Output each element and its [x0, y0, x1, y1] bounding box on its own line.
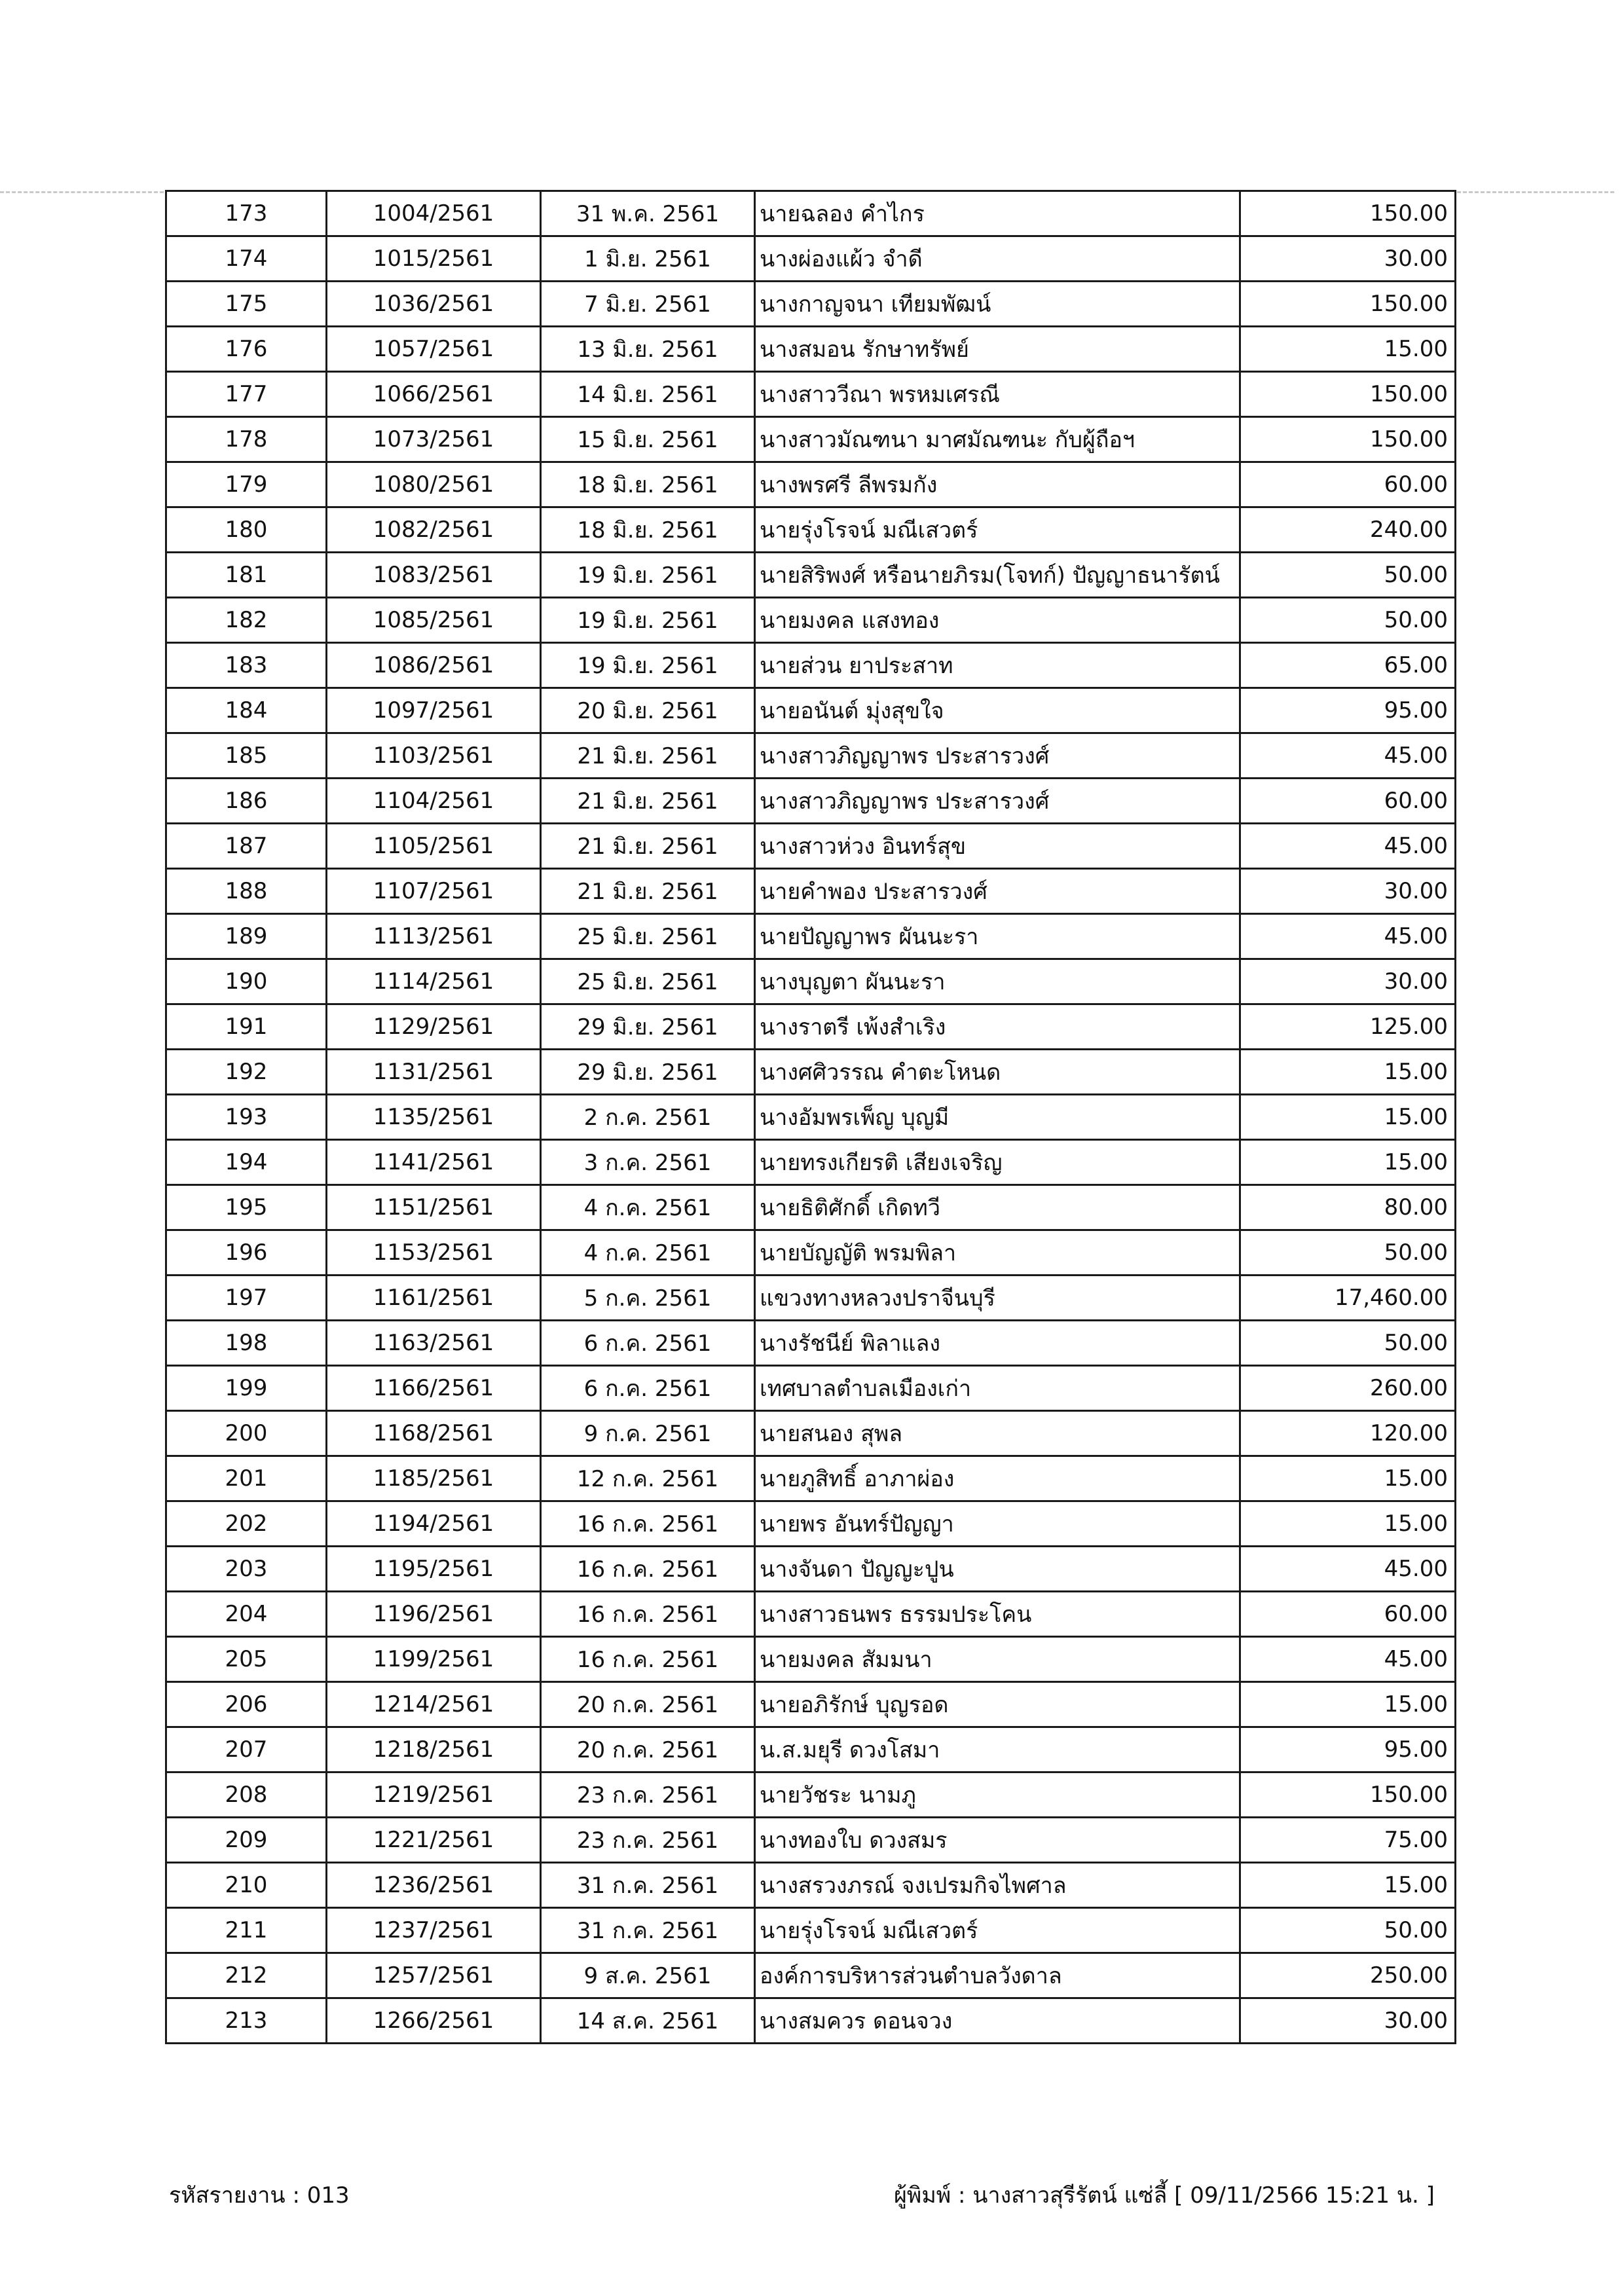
table-row — [166, 1547, 1456, 1592]
table-row — [166, 1050, 1456, 1095]
row-name: นางราตรี เพ้งสำเริง — [755, 1004, 1240, 1050]
row-seq: 208 — [166, 1772, 327, 1818]
row-receipt-no: 1113/2561 — [327, 914, 541, 959]
row-name: นายสิริพงศ์ หรือนายภิรม(โจทก์) ปัญญาธนารัตน์ — [755, 553, 1240, 598]
row-seq: 198 — [166, 1321, 327, 1366]
row-date: 19 มิ.ย. 2561 — [541, 553, 755, 598]
row-amount: 60.00 — [1240, 462, 1456, 507]
row-date: 31 ก.ค. 2561 — [541, 1908, 755, 1953]
table-row — [166, 191, 1456, 236]
row-receipt-no: 1153/2561 — [327, 1230, 541, 1276]
row-date: 19 มิ.ย. 2561 — [541, 598, 755, 643]
row-date: 21 มิ.ย. 2561 — [541, 869, 755, 914]
row-amount: 15.00 — [1240, 1456, 1456, 1501]
row-name: องค์การบริหารส่วนตำบลวังดาล — [755, 1953, 1240, 1998]
table-row — [166, 1185, 1456, 1230]
row-amount: 250.00 — [1240, 1953, 1456, 1998]
row-receipt-no: 1135/2561 — [327, 1095, 541, 1140]
row-amount: 150.00 — [1240, 282, 1456, 327]
row-receipt-no: 1129/2561 — [327, 1004, 541, 1050]
row-receipt-no: 1015/2561 — [327, 236, 541, 282]
table-row — [166, 1095, 1456, 1140]
row-seq: 207 — [166, 1727, 327, 1772]
row-amount: 150.00 — [1240, 372, 1456, 417]
table-row — [166, 914, 1456, 959]
row-date: 14 ส.ค. 2561 — [541, 1998, 755, 2044]
row-receipt-no: 1131/2561 — [327, 1050, 541, 1095]
row-amount: 30.00 — [1240, 959, 1456, 1004]
row-receipt-no: 1161/2561 — [327, 1276, 541, 1321]
row-seq: 193 — [166, 1095, 327, 1140]
row-date: 2 ก.ค. 2561 — [541, 1095, 755, 1140]
row-date: 12 ก.ค. 2561 — [541, 1456, 755, 1501]
row-amount: 15.00 — [1240, 1501, 1456, 1547]
row-date: 20 ก.ค. 2561 — [541, 1727, 755, 1772]
row-amount: 120.00 — [1240, 1411, 1456, 1456]
table-row — [166, 462, 1456, 507]
scan-edge-dashes-left — [0, 191, 164, 193]
row-receipt-no: 1097/2561 — [327, 688, 541, 733]
row-date: 13 มิ.ย. 2561 — [541, 327, 755, 372]
row-amount: 15.00 — [1240, 1140, 1456, 1185]
row-seq: 201 — [166, 1456, 327, 1501]
row-name: นางทองใบ ดวงสมร — [755, 1818, 1240, 1863]
row-receipt-no: 1004/2561 — [327, 191, 541, 236]
row-amount: 60.00 — [1240, 1592, 1456, 1637]
row-seq: 210 — [166, 1863, 327, 1908]
row-date: 6 ก.ค. 2561 — [541, 1321, 755, 1366]
row-date: 23 ก.ค. 2561 — [541, 1772, 755, 1818]
row-seq: 182 — [166, 598, 327, 643]
row-receipt-no: 1214/2561 — [327, 1682, 541, 1727]
row-receipt-no: 1066/2561 — [327, 372, 541, 417]
row-date: 5 ก.ค. 2561 — [541, 1276, 755, 1321]
row-date: 23 ก.ค. 2561 — [541, 1818, 755, 1863]
row-receipt-no: 1082/2561 — [327, 507, 541, 553]
row-amount: 75.00 — [1240, 1818, 1456, 1863]
row-seq: 202 — [166, 1501, 327, 1547]
row-amount: 45.00 — [1240, 824, 1456, 869]
row-date: 16 ก.ค. 2561 — [541, 1501, 755, 1547]
row-name: น.ส.มยุรี ดวงโสมา — [755, 1727, 1240, 1772]
row-receipt-no: 1257/2561 — [327, 1953, 541, 1998]
row-seq: 178 — [166, 417, 327, 462]
row-amount: 150.00 — [1240, 191, 1456, 236]
row-name: นายคำพอง ประสารวงศ์ — [755, 869, 1240, 914]
row-amount: 17,460.00 — [1240, 1276, 1456, 1321]
row-name: นางสาววีณา พรหมเศรณี — [755, 372, 1240, 417]
row-seq: 197 — [166, 1276, 327, 1321]
row-name: นางศศิวรรณ คำตะโหนด — [755, 1050, 1240, 1095]
row-seq: 209 — [166, 1818, 327, 1863]
table-row — [166, 643, 1456, 688]
row-name: นายภูสิทธิ์ อาภาผ่อง — [755, 1456, 1240, 1501]
row-receipt-no: 1080/2561 — [327, 462, 541, 507]
row-name: นางสมควร ดอนจวง — [755, 1998, 1240, 2044]
row-receipt-no: 1036/2561 — [327, 282, 541, 327]
row-receipt-no: 1168/2561 — [327, 1411, 541, 1456]
row-amount: 45.00 — [1240, 1637, 1456, 1682]
row-amount: 45.00 — [1240, 1547, 1456, 1592]
row-name: นายพร อันทร์ปัญญา — [755, 1501, 1240, 1547]
row-seq: 205 — [166, 1637, 327, 1682]
row-seq: 181 — [166, 553, 327, 598]
row-seq: 194 — [166, 1140, 327, 1185]
row-name: นางสมอน รักษาทรัพย์ — [755, 327, 1240, 372]
row-receipt-no: 1166/2561 — [327, 1366, 541, 1411]
row-amount: 150.00 — [1240, 417, 1456, 462]
row-name: นายส่วน ยาประสาท — [755, 643, 1240, 688]
row-receipt-no: 1114/2561 — [327, 959, 541, 1004]
row-receipt-no: 1151/2561 — [327, 1185, 541, 1230]
row-date: 19 มิ.ย. 2561 — [541, 643, 755, 688]
row-name: นางกาญจนา เทียมพัฒน์ — [755, 282, 1240, 327]
row-date: 1 มิ.ย. 2561 — [541, 236, 755, 282]
table-row — [166, 1863, 1456, 1908]
row-seq: 176 — [166, 327, 327, 372]
row-seq: 200 — [166, 1411, 327, 1456]
row-date: 18 มิ.ย. 2561 — [541, 462, 755, 507]
row-seq: 191 — [166, 1004, 327, 1050]
row-date: 16 ก.ค. 2561 — [541, 1637, 755, 1682]
row-name: นายธิติศักดิ์ เกิดทวี — [755, 1185, 1240, 1230]
table-row — [166, 959, 1456, 1004]
table-row — [166, 869, 1456, 914]
table-row — [166, 1004, 1456, 1050]
table-row — [166, 1140, 1456, 1185]
row-seq: 196 — [166, 1230, 327, 1276]
table-row — [166, 1772, 1456, 1818]
table-row — [166, 507, 1456, 553]
report-code: รหัสรายงาน : 013 — [169, 2182, 350, 2209]
table-row — [166, 1818, 1456, 1863]
row-name: นายรุ่งโรจน์ มณีเสวตร์ — [755, 507, 1240, 553]
row-amount: 30.00 — [1240, 1998, 1456, 2044]
row-date: 6 ก.ค. 2561 — [541, 1366, 755, 1411]
row-amount: 150.00 — [1240, 1772, 1456, 1818]
row-amount: 45.00 — [1240, 733, 1456, 779]
table-row — [166, 779, 1456, 824]
row-name: นายฉลอง คำไกร — [755, 191, 1240, 236]
row-seq: 180 — [166, 507, 327, 553]
row-name: นายรุ่งโรจน์ มณีเสวตร์ — [755, 1908, 1240, 1953]
row-date: 29 มิ.ย. 2561 — [541, 1004, 755, 1050]
row-receipt-no: 1057/2561 — [327, 327, 541, 372]
row-seq: 173 — [166, 191, 327, 236]
row-date: 18 มิ.ย. 2561 — [541, 507, 755, 553]
row-amount: 15.00 — [1240, 1682, 1456, 1727]
row-name: นายอนันต์ มุ่งสุขใจ — [755, 688, 1240, 733]
row-seq: 211 — [166, 1908, 327, 1953]
row-seq: 185 — [166, 733, 327, 779]
table-row — [166, 824, 1456, 869]
row-amount: 15.00 — [1240, 1095, 1456, 1140]
row-seq: 203 — [166, 1547, 327, 1592]
row-date: 3 ก.ค. 2561 — [541, 1140, 755, 1185]
row-seq: 183 — [166, 643, 327, 688]
row-date: 21 มิ.ย. 2561 — [541, 733, 755, 779]
row-receipt-no: 1221/2561 — [327, 1818, 541, 1863]
row-name: นางสรวงภรณ์ จงเปรมกิจไพศาล — [755, 1863, 1240, 1908]
table-row — [166, 372, 1456, 417]
row-receipt-no: 1107/2561 — [327, 869, 541, 914]
row-date: 9 ส.ค. 2561 — [541, 1953, 755, 1998]
table-row — [166, 553, 1456, 598]
row-name: นางผ่องแผ้ว จำดี — [755, 236, 1240, 282]
row-date: 7 มิ.ย. 2561 — [541, 282, 755, 327]
row-date: 4 ก.ค. 2561 — [541, 1230, 755, 1276]
row-amount: 95.00 — [1240, 1727, 1456, 1772]
row-receipt-no: 1194/2561 — [327, 1501, 541, 1547]
table-row — [166, 688, 1456, 733]
row-receipt-no: 1185/2561 — [327, 1456, 541, 1501]
row-date: 25 มิ.ย. 2561 — [541, 959, 755, 1004]
row-name: แขวงทางหลวงปราจีนบุรี — [755, 1276, 1240, 1321]
row-amount: 95.00 — [1240, 688, 1456, 733]
row-date: 16 ก.ค. 2561 — [541, 1592, 755, 1637]
row-receipt-no: 1236/2561 — [327, 1863, 541, 1908]
row-receipt-no: 1103/2561 — [327, 733, 541, 779]
row-amount: 240.00 — [1240, 507, 1456, 553]
row-name: นายวัชระ นามภู — [755, 1772, 1240, 1818]
row-amount: 50.00 — [1240, 1321, 1456, 1366]
row-amount: 80.00 — [1240, 1185, 1456, 1230]
table-row — [166, 1727, 1456, 1772]
table-row — [166, 1953, 1456, 1998]
row-receipt-no: 1105/2561 — [327, 824, 541, 869]
row-date: 31 ก.ค. 2561 — [541, 1863, 755, 1908]
ledger-body — [166, 191, 1456, 2044]
row-name: นางพรศรี ลีพรมกัง — [755, 462, 1240, 507]
row-amount: 45.00 — [1240, 914, 1456, 959]
row-amount: 30.00 — [1240, 236, 1456, 282]
row-date: 31 พ.ค. 2561 — [541, 191, 755, 236]
row-name: นางสาวภิญญาพร ประสารวงศ์ — [755, 779, 1240, 824]
row-date: 21 มิ.ย. 2561 — [541, 824, 755, 869]
row-receipt-no: 1086/2561 — [327, 643, 541, 688]
row-receipt-no: 1104/2561 — [327, 779, 541, 824]
table-row — [166, 1276, 1456, 1321]
row-seq: 190 — [166, 959, 327, 1004]
row-date: 4 ก.ค. 2561 — [541, 1185, 755, 1230]
row-amount: 15.00 — [1240, 1050, 1456, 1095]
row-name: นางรัชนีย์ พิลาแลง — [755, 1321, 1240, 1366]
row-seq: 188 — [166, 869, 327, 914]
row-receipt-no: 1218/2561 — [327, 1727, 541, 1772]
row-date: 20 ก.ค. 2561 — [541, 1682, 755, 1727]
row-amount: 260.00 — [1240, 1366, 1456, 1411]
row-date: 14 มิ.ย. 2561 — [541, 372, 755, 417]
row-date: 21 มิ.ย. 2561 — [541, 779, 755, 824]
row-seq: 179 — [166, 462, 327, 507]
row-receipt-no: 1083/2561 — [327, 553, 541, 598]
row-amount: 30.00 — [1240, 869, 1456, 914]
scan-edge-dashes-right — [1457, 191, 1614, 193]
table-row — [166, 1321, 1456, 1366]
table-row — [166, 598, 1456, 643]
row-name: นางสาวห่วง อินทร์สุข — [755, 824, 1240, 869]
row-amount: 125.00 — [1240, 1004, 1456, 1050]
row-seq: 189 — [166, 914, 327, 959]
row-amount: 15.00 — [1240, 1863, 1456, 1908]
row-date: 29 มิ.ย. 2561 — [541, 1050, 755, 1095]
row-name: นางบุญตา ผันนะรา — [755, 959, 1240, 1004]
row-name: นายปัญญาพร ผันนะรา — [755, 914, 1240, 959]
table-row — [166, 417, 1456, 462]
table-row — [166, 327, 1456, 372]
row-seq: 192 — [166, 1050, 327, 1095]
row-receipt-no: 1195/2561 — [327, 1547, 541, 1592]
row-seq: 204 — [166, 1592, 327, 1637]
row-seq: 186 — [166, 779, 327, 824]
receipt-ledger-table — [165, 190, 1456, 2044]
row-receipt-no: 1219/2561 — [327, 1772, 541, 1818]
table-row — [166, 1682, 1456, 1727]
row-name: นายมงคล สัมมนา — [755, 1637, 1240, 1682]
row-seq: 206 — [166, 1682, 327, 1727]
row-seq: 187 — [166, 824, 327, 869]
table-row — [166, 1998, 1456, 2044]
row-amount: 50.00 — [1240, 1908, 1456, 1953]
row-amount: 60.00 — [1240, 779, 1456, 824]
row-seq: 199 — [166, 1366, 327, 1411]
row-seq: 174 — [166, 236, 327, 282]
row-seq: 177 — [166, 372, 327, 417]
row-name: เทศบาลตำบลเมืองเก่า — [755, 1366, 1240, 1411]
table-row — [166, 1592, 1456, 1637]
row-date: 16 ก.ค. 2561 — [541, 1547, 755, 1592]
row-date: 25 มิ.ย. 2561 — [541, 914, 755, 959]
row-amount: 50.00 — [1240, 598, 1456, 643]
row-name: นางจันดา ปัญญะปูน — [755, 1547, 1240, 1592]
row-receipt-no: 1266/2561 — [327, 1998, 541, 2044]
row-name: นางสาวธนพร ธรรมประโคน — [755, 1592, 1240, 1637]
row-amount: 65.00 — [1240, 643, 1456, 688]
row-date: 9 ก.ค. 2561 — [541, 1411, 755, 1456]
row-name: นายมงคล แสงทอง — [755, 598, 1240, 643]
table-row — [166, 236, 1456, 282]
table-row — [166, 1366, 1456, 1411]
table-row — [166, 1908, 1456, 1953]
table-row — [166, 733, 1456, 779]
row-seq: 212 — [166, 1953, 327, 1998]
row-date: 15 มิ.ย. 2561 — [541, 417, 755, 462]
table-row — [166, 1501, 1456, 1547]
printed-by: ผู้พิมพ์ : นางสาวสุรีรัตน์ แซ่ลี้ [ 09/11/2566 15:21 น. ] — [894, 2182, 1435, 2209]
row-amount: 50.00 — [1240, 553, 1456, 598]
table-row — [166, 282, 1456, 327]
row-receipt-no: 1141/2561 — [327, 1140, 541, 1185]
row-seq: 184 — [166, 688, 327, 733]
row-receipt-no: 1196/2561 — [327, 1592, 541, 1637]
row-name: นายบัญญัติ พรมพิลา — [755, 1230, 1240, 1276]
row-name: นางอัมพรเพ็ญ บุญมี — [755, 1095, 1240, 1140]
row-seq: 195 — [166, 1185, 327, 1230]
row-amount: 50.00 — [1240, 1230, 1456, 1276]
table-row — [166, 1230, 1456, 1276]
row-receipt-no: 1085/2561 — [327, 598, 541, 643]
table-row — [166, 1637, 1456, 1682]
row-receipt-no: 1199/2561 — [327, 1637, 541, 1682]
row-receipt-no: 1073/2561 — [327, 417, 541, 462]
row-name: นายทรงเกียรติ เสียงเจริญ — [755, 1140, 1240, 1185]
table-row — [166, 1411, 1456, 1456]
row-name: นางสาวภิญญาพร ประสารวงศ์ — [755, 733, 1240, 779]
row-name: นายสนอง สุพล — [755, 1411, 1240, 1456]
row-name: นางสาวมัณฑนา มาศมัณฑนะ กับผู้ถือฯ — [755, 417, 1240, 462]
row-name: นายอภิรักษ์ บุญรอด — [755, 1682, 1240, 1727]
row-date: 20 มิ.ย. 2561 — [541, 688, 755, 733]
row-amount: 15.00 — [1240, 327, 1456, 372]
row-receipt-no: 1237/2561 — [327, 1908, 541, 1953]
row-receipt-no: 1163/2561 — [327, 1321, 541, 1366]
table-row — [166, 1456, 1456, 1501]
row-seq: 175 — [166, 282, 327, 327]
row-seq: 213 — [166, 1998, 327, 2044]
